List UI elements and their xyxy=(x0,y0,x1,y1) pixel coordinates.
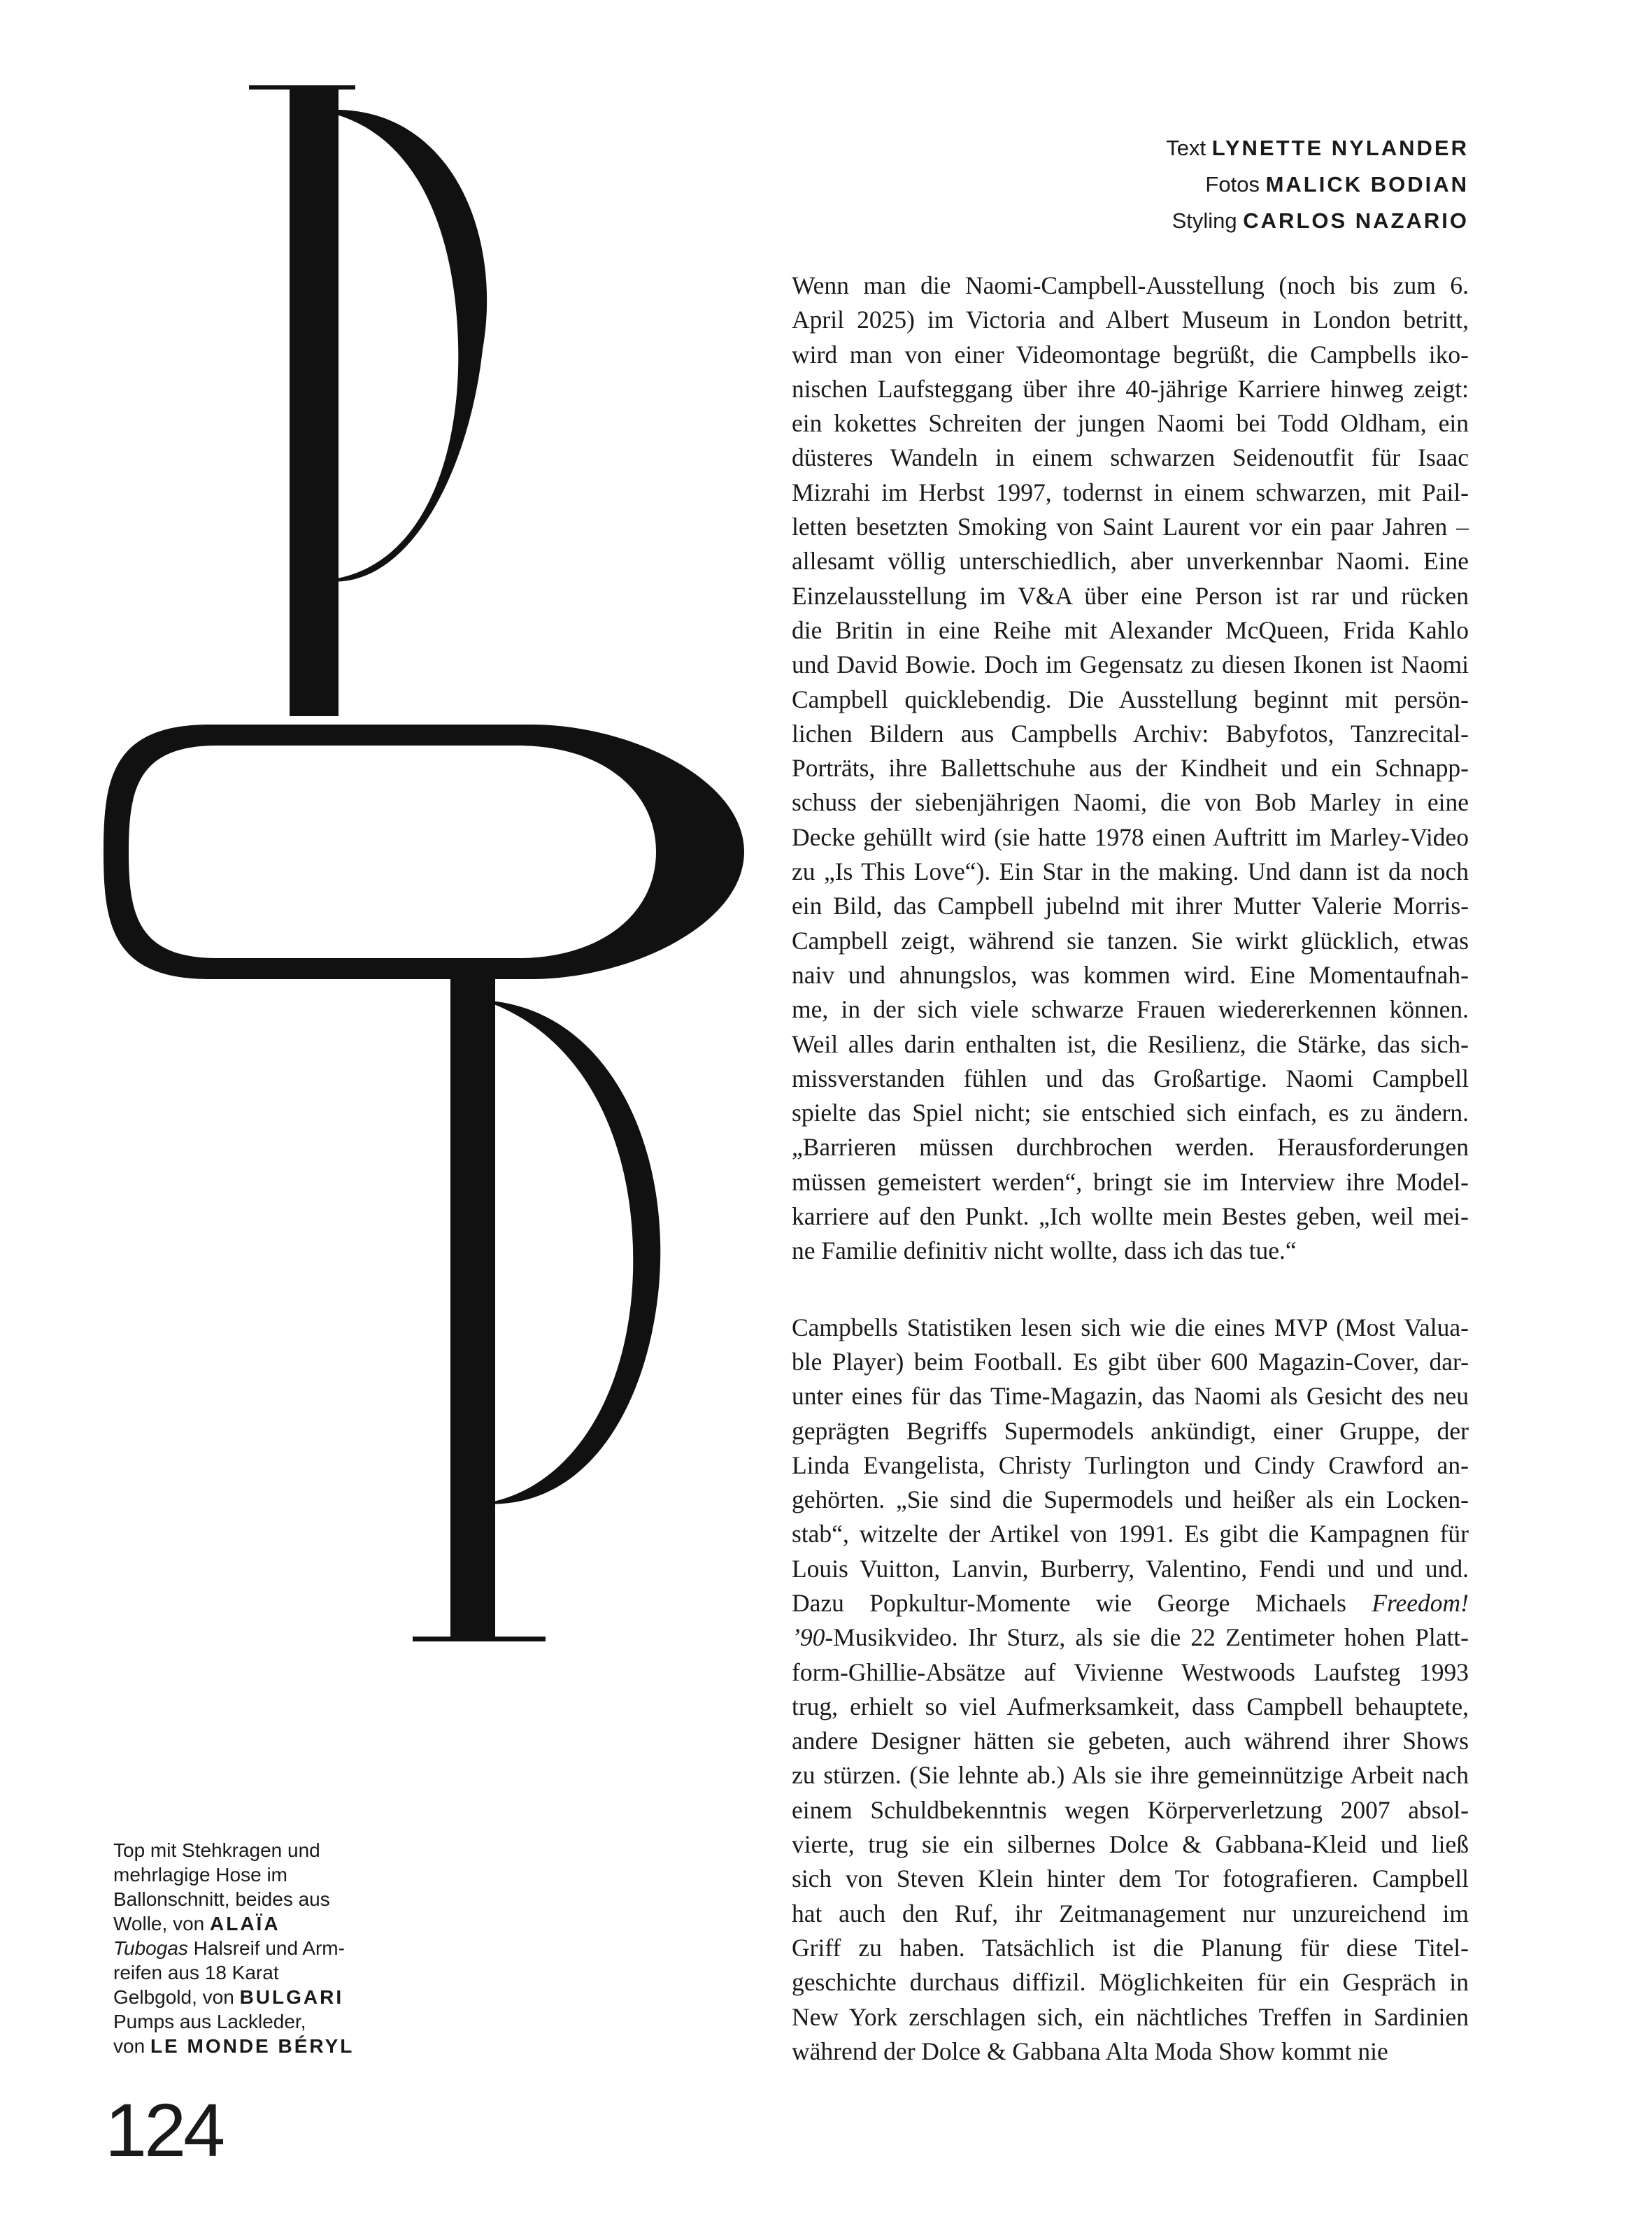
article-line: düsteres Wandeln in einem schwarzen Seidenoutfit für Isaac xyxy=(792,443,1469,472)
article-line: ble Player) beim Football. Es gibt über 600 Magazin-Cover, dar- xyxy=(792,1347,1469,1376)
credit-styling xyxy=(1091,203,1469,239)
article-line: andere Designer hätten sie gebeten, auch während ihrer Shows xyxy=(792,1727,1469,1755)
caption-line: Top mit Stehkragen und xyxy=(113,1839,320,1861)
article-line: form-Ghillie-Absätze auf Vivienne Westwoods Laufsteg 1993 xyxy=(792,1658,1469,1686)
article-line: ein Bild, das Campbell jubelnd mit ihrer Mutter Valerie Morris- xyxy=(792,892,1469,920)
article-line: Louis Vuitton, Lanvin, Burberry, Valentino, Fendi und und und. xyxy=(792,1554,1469,1583)
article-paragraph xyxy=(792,1311,1469,2069)
article-line: schuss der siebenjährigen Naomi, die von Bob Marley in eine xyxy=(792,788,1469,817)
caption-line xyxy=(113,1936,379,1960)
article-line: Griff zu haben. Tatsächlich ist die Planung für diese Titel- xyxy=(792,1933,1469,1962)
credit-photos xyxy=(1091,166,1469,203)
credit-name: CARLOS NAZARIO xyxy=(1243,208,1469,233)
article-line: ’90-Musikvideo. Ihr Sturz, als sie die 22 Zentimeter hohen Platt- xyxy=(792,1623,1469,1652)
article-line: Einzelausstellung im V&A über eine Person ist rar und rücken xyxy=(792,581,1469,610)
caption-line: Pumps aus Lackleder, xyxy=(113,2011,306,2032)
article-line: trug, erhielt so viel Aufmerksamkeit, dass Campbell behauptete, xyxy=(792,1692,1469,1720)
article-line: New York zerschlagen sich, ein nächtliches Treffen in Sardinien xyxy=(792,2002,1469,2031)
article-line: zu „Is This Love“). Ein Star in the making. Und dann ist da noch xyxy=(792,857,1469,886)
caption-line xyxy=(113,1985,379,2009)
article-line: karriere auf den Punkt. „Ich wollte mein Bestes geben, weil mei- xyxy=(792,1202,1469,1231)
article-line: Porträts, ihre Ballettschuhe aus der Kindheit und ein Schnapp- xyxy=(792,754,1469,783)
brand-name: ALAÏA xyxy=(210,1913,280,1934)
caption-text: von xyxy=(113,2035,150,2057)
article-line: me, in der sich viele schwarze Frauen wiedererkennen können. xyxy=(792,995,1469,1024)
article-line: lichen Bildern aus Campbells Archiv: Babyfotos, Tanzrecital- xyxy=(792,719,1469,748)
caption-line: reifen aus 18 Karat xyxy=(113,1962,279,1983)
article-line: vierte, trug sie ein silbernes Dolce & Gabbana-Kleid und ließ xyxy=(792,1830,1469,1859)
article-line: Campbell zeigt, während sie tanzen. Sie wirkt glücklich, etwas xyxy=(792,926,1469,955)
article-line: geprägten Begriffs Supermodels ankündigt, einer Gruppe, der xyxy=(792,1416,1469,1445)
article-line: April 2025) im Victoria and Albert Museum in London betritt, xyxy=(792,306,1469,334)
credit-role: Styling xyxy=(1172,208,1237,233)
article-line: die Britin in eine Reihe mit Alexander McQueen, Frida Kahlo xyxy=(792,615,1469,644)
article-line: nischen Laufsteggang über ihre 40-jährige Karriere hinweg zeigt: xyxy=(792,374,1469,403)
article-line: Mizrahi im Herbst 1997, todernst in einem schwarzen, mit Pail- xyxy=(792,478,1469,506)
caption-line xyxy=(113,2034,379,2058)
article-line: Dazu Popkultur-Momente wie George Michaels Freedom! xyxy=(792,1588,1469,1617)
article-line: ne Familie definitiv nicht wollte, dass ich das tue.“ xyxy=(792,1236,1297,1265)
credit-name: MALICK BODIAN xyxy=(1265,172,1469,197)
article-line: Campbell quicklebendig. Die Ausstellung beginnt mit persön- xyxy=(792,685,1469,713)
caption-text: Halsreif und Arm- xyxy=(187,1937,345,1959)
article-line: gehörten. „Sie sind die Supermodels und heißer als ein Locken- xyxy=(792,1485,1469,1514)
article-line: letten besetzten Smoking von Saint Laurent vor ein paar Jahren – xyxy=(792,513,1469,541)
caption-text: Wolle, von xyxy=(113,1913,210,1934)
article-paragraph xyxy=(792,269,1469,1269)
article-line: geschichte durchaus diffizil. Möglichkeiten für ein Gespräch in xyxy=(792,1968,1469,1997)
article-body xyxy=(792,269,1469,2069)
caption-line: mehrlagige Hose im xyxy=(113,1864,287,1886)
article-line: wird man von einer Videomontage begrüßt, die Campbells iko- xyxy=(792,340,1469,369)
article-line: stab“, witzelte der Artikel von 1991. Es gibt die Kampagnen für xyxy=(792,1520,1469,1548)
article-line: einem Schuldbekenntnis wegen Körperverletzung 2007 absol- xyxy=(792,1795,1469,1824)
article-line: müssen gemeistert werden“, bringt sie im Interview ihre Model- xyxy=(792,1167,1469,1196)
article-line: spielte das Spiel nicht; sie entschied sich einfach, es zu ändern. xyxy=(792,1099,1469,1127)
caption-line: Ballonschnitt, beides aus xyxy=(113,1888,330,1910)
article-line: Wenn man die Naomi-Campbell-Ausstellung (noch bis zum 6. xyxy=(792,271,1469,299)
credit-text xyxy=(1091,130,1469,166)
monogram-oval-o xyxy=(104,725,744,979)
article-line: während der Dolce & Gabbana Alta Moda Show kommt nie xyxy=(792,2037,1388,2065)
article-line: „Barrieren müssen durchbrochen werden. Herausforderungen xyxy=(792,1133,1469,1162)
article-line: unter eines für das Time-Magazin, das Naomi als Gesicht des neu xyxy=(792,1382,1469,1411)
credit-role: Fotos xyxy=(1205,172,1260,197)
caption-text: Gelbgold, von xyxy=(113,1986,240,2008)
monogram-upper-p xyxy=(249,85,487,716)
article-line: hat auch den Ruf, ihr Zeitmanagement nur unzureichend im xyxy=(792,1899,1469,1927)
article-credits xyxy=(1091,130,1469,239)
article-line: und David Bowie. Doch im Gegensatz zu diesen Ikonen ist Naomi xyxy=(792,650,1469,679)
caption-italic: Tubogas xyxy=(113,1937,188,1959)
article-line: ein kokettes Schreiten der jungen Naomi bei Todd Oldham, ein xyxy=(792,409,1469,438)
credit-role: Text xyxy=(1166,136,1206,160)
brand-name: BULGARI xyxy=(239,1986,344,2008)
article-line: sich von Steven Klein hinter dem Tor fotografieren. Campbell xyxy=(792,1865,1469,1893)
article-line: Weil alles darin enthalten ist, die Resilienz, die Stärke, das sich- xyxy=(792,1029,1469,1058)
brand-name: LE MONDE BÉRYL xyxy=(150,2035,355,2057)
photo-caption xyxy=(113,1838,379,2058)
article-line: naiv und ahnungslos, was kommen wird. Eine Momentaufnah- xyxy=(792,960,1469,989)
page-number: 124 xyxy=(105,2088,223,2172)
monogram-lower-p xyxy=(413,974,660,1641)
article-line: Campbells Statistiken lesen sich wie die eines MVP (Most Valua- xyxy=(792,1313,1469,1341)
credit-name: LYNETTE NYLANDER xyxy=(1211,136,1469,160)
article-line: allesamt völlig unterschiedlich, aber unverkennbar Naomi. Eine xyxy=(792,547,1469,576)
article-line: Linda Evangelista, Christy Turlington und Cindy Crawford an- xyxy=(792,1451,1469,1479)
article-line: missverstanden fühlen und das Großartige. Naomi Campbell xyxy=(792,1064,1469,1092)
article-line: Decke gehüllt wird (sie hatte 1978 einen Auftritt im Marley-Video xyxy=(792,822,1469,851)
article-line: zu stürzen. (Sie lehnte ab.) Als sie ihre gemeinnützige Arbeit nach xyxy=(792,1761,1469,1790)
caption-line xyxy=(113,1911,379,1936)
